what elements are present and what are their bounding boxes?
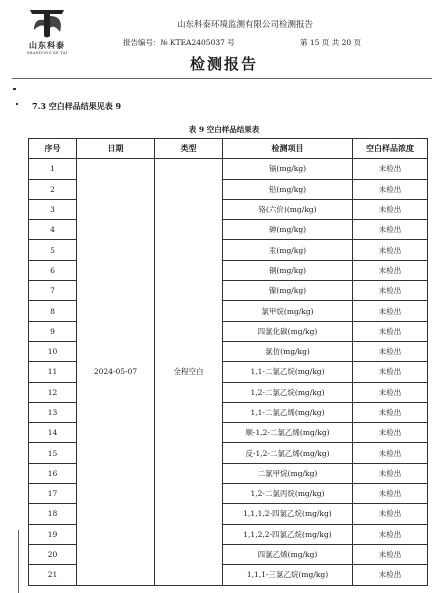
test-item: 1,1-二氯乙烷(mg/kg) xyxy=(223,362,353,382)
test-item: 四氯化碳(mg/kg) xyxy=(223,321,353,341)
row-number: 17 xyxy=(29,484,77,504)
test-item: 铜(mg/kg) xyxy=(223,260,353,280)
blank-concentration: 未检出 xyxy=(353,159,428,179)
blank-concentration: 未检出 xyxy=(353,362,428,382)
merged-type-cell: 全程空白 xyxy=(155,159,223,585)
row-number: 1 xyxy=(29,159,77,179)
blank-concentration: 未检出 xyxy=(353,260,428,280)
margin-mark xyxy=(13,88,16,90)
blank-concentration: 未检出 xyxy=(353,281,428,301)
table-body xyxy=(29,159,428,585)
test-item: 1,1-二氯乙烯(mg/kg) xyxy=(223,402,353,422)
row-number: 7 xyxy=(29,281,77,301)
test-item: 镍(mg/kg) xyxy=(223,281,353,301)
column-header-type: 类型 xyxy=(155,139,223,159)
logo-leaf-icon xyxy=(26,6,68,40)
report-number: 报告编号：№ KTEA2405037 号 xyxy=(123,38,235,47)
blank-concentration: 未检出 xyxy=(353,463,428,483)
blank-concentration: 未检出 xyxy=(353,179,428,199)
test-item: 二氯甲烷(mg/kg) xyxy=(223,463,353,483)
test-item: 1,2-二氯乙烷(mg/kg) xyxy=(223,382,353,402)
row-number: 21 xyxy=(29,565,77,585)
test-item: 铬(六价)(mg/kg) xyxy=(223,199,353,219)
row-number: 18 xyxy=(29,504,77,524)
test-item: 顺-1,2-二氯乙烯(mg/kg) xyxy=(223,423,353,443)
header-divider xyxy=(12,78,432,79)
blank-concentration: 未检出 xyxy=(353,382,428,402)
row-number: 19 xyxy=(29,524,77,544)
test-item: 镉(mg/kg) xyxy=(223,159,353,179)
row-number: 11 xyxy=(29,362,77,382)
blank-concentration: 未检出 xyxy=(353,341,428,361)
blank-concentration: 未检出 xyxy=(353,504,428,524)
logo-text: 山东科泰 xyxy=(29,40,65,50)
blank-concentration: 未检出 xyxy=(353,484,428,504)
test-item: 铅(mg/kg) xyxy=(223,179,353,199)
test-item: 1,2-二氯丙烷(mg/kg) xyxy=(223,484,353,504)
row-number: 8 xyxy=(29,301,77,321)
table-header-row xyxy=(29,139,428,159)
test-item: 1,1,2,2-四氯乙烷(mg/kg) xyxy=(223,524,353,544)
test-item: 1,1,1-三氯乙烷(mg/kg) xyxy=(223,565,353,585)
company-name: 山东科泰环境监测有限公司检测报告 xyxy=(176,20,313,30)
row-number: 13 xyxy=(29,402,77,422)
test-item: 反-1,2-二氯乙烯(mg/kg) xyxy=(223,443,353,463)
row-number: 2 xyxy=(29,179,77,199)
table-caption: 表 9 空白样品结果表 xyxy=(188,125,260,134)
row-number: 20 xyxy=(29,544,77,564)
test-item: 四氯乙烯(mg/kg) xyxy=(223,544,353,564)
test-item: 氯仿(mg/kg) xyxy=(223,341,353,361)
row-number: 9 xyxy=(29,321,77,341)
row-number: 6 xyxy=(29,260,77,280)
blank-concentration: 未检出 xyxy=(353,321,428,341)
document-title: 检测报告 xyxy=(189,55,258,73)
blank-concentration: 未检出 xyxy=(353,220,428,240)
blank-concentration: 未检出 xyxy=(353,423,428,443)
row-number: 3 xyxy=(29,199,77,219)
blank-concentration: 未检出 xyxy=(353,544,428,564)
test-item: 汞(mg/kg) xyxy=(223,240,353,260)
test-item: 1,1,1,2-四氯乙烷(mg/kg) xyxy=(223,504,353,524)
row-number: 5 xyxy=(29,240,77,260)
table-row xyxy=(29,159,428,179)
column-header-date: 日期 xyxy=(77,139,155,159)
column-header-no: 序号 xyxy=(29,139,77,159)
blank-sample-table xyxy=(28,138,428,586)
column-header-item: 检测项目 xyxy=(223,139,353,159)
blank-concentration: 未检出 xyxy=(353,402,428,422)
logo-subtext: SHANDONG KE TAI xyxy=(26,51,68,55)
margin-rule xyxy=(18,530,19,593)
row-number: 15 xyxy=(29,443,77,463)
row-number: 14 xyxy=(29,423,77,443)
blank-concentration: 未检出 xyxy=(353,301,428,321)
column-header-concentration: 空白样品浓度 xyxy=(353,139,428,159)
test-item: 砷(mg/kg) xyxy=(223,220,353,240)
merged-date-cell: 2024-05-07 xyxy=(77,159,155,585)
row-number: 4 xyxy=(29,220,77,240)
test-item: 氯甲烷(mg/kg) xyxy=(223,301,353,321)
page-number: 第 15 页 共 20 页 xyxy=(300,38,362,47)
company-logo xyxy=(20,6,74,58)
blank-concentration: 未检出 xyxy=(353,524,428,544)
section-heading: 7.3 空白样品结果见表 9 xyxy=(32,101,122,111)
row-number: 10 xyxy=(29,341,77,361)
blank-concentration: 未检出 xyxy=(353,240,428,260)
blank-concentration: 未检出 xyxy=(353,443,428,463)
blank-concentration: 未检出 xyxy=(353,565,428,585)
row-number: 16 xyxy=(29,463,77,483)
margin-mark xyxy=(16,103,18,105)
blank-concentration: 未检出 xyxy=(353,199,428,219)
row-number: 12 xyxy=(29,382,77,402)
